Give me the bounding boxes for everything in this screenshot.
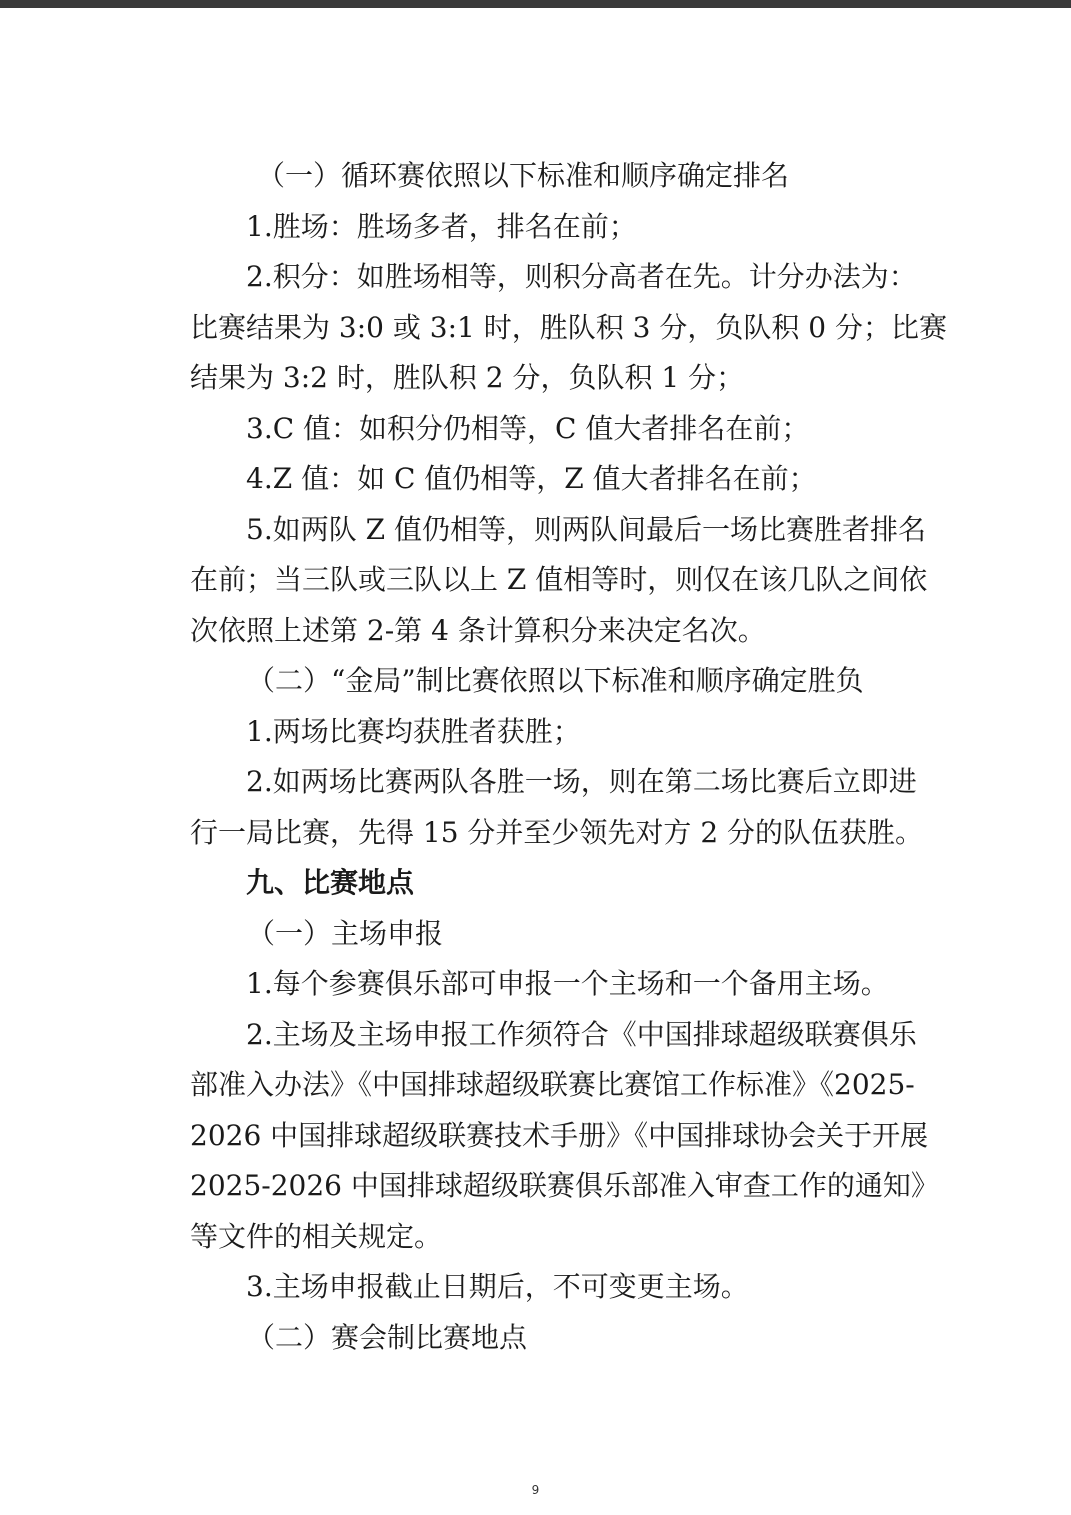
section-heading-3: （一）主场申报 (247, 917, 444, 950)
paragraph-line: 部准入办法》《中国排球超级联赛比赛馆工作标准》《2025- (190, 1068, 915, 1101)
paragraph-line: 3.主场申报截止日期后，不可变更主场。 (246, 1270, 749, 1303)
paragraph-line: 2025-2026 中国排球超级联赛俱乐部准入审查工作的通知》 (190, 1169, 939, 1202)
paragraph-line: 2.如两场比赛两队各胜一场，则在第二场比赛后立即进 (246, 765, 917, 798)
paragraph-line: 行一局比赛，先得 15 分并至少领先对方 2 分的队伍获胜。 (190, 816, 924, 849)
page-top-border (0, 0, 1071, 8)
page-number: 9 (531, 1483, 540, 1497)
section-heading-1: （一）循环赛依照以下标准和顺序确定排名 (257, 159, 790, 192)
paragraph-line: 等文件的相关规定。 (190, 1220, 443, 1253)
paragraph-line: 2.主场及主场申报工作须符合《中国排球超级联赛俱乐 (246, 1018, 917, 1051)
paragraph-line: 4.Z 值：如 C 值仍相等，Z 值大者排名在前； (246, 462, 817, 495)
paragraph-line: 1.每个参赛俱乐部可申报一个主场和一个备用主场。 (246, 967, 889, 1000)
section-heading-2: （二）“金局”制比赛依照以下标准和顺序确定胜负 (247, 664, 864, 697)
paragraph-line: 在前；当三队或三队以上 Z 值相等时，则仅在该几队之间依 (190, 563, 928, 596)
paragraph-line: 2026 中国排球超级联赛技术手册》《中国排球协会关于开展 (190, 1119, 929, 1152)
paragraph-line: 比赛结果为 3:0 或 3:1 时，胜队积 3 分，负队积 0 分；比赛 (190, 311, 947, 344)
paragraph-line: 5.如两队 Z 值仍相等，则两队间最后一场比赛胜者排名 (246, 513, 926, 546)
paragraph-line: 结果为 3:2 时，胜队积 2 分，负队积 1 分； (190, 361, 745, 394)
section-heading-4: （二）赛会制比赛地点 (247, 1321, 528, 1354)
chapter-heading: 九、比赛地点 (246, 866, 415, 899)
paragraph-line: 次依照上述第 2-第 4 条计算积分来决定名次。 (190, 614, 766, 647)
paragraph-line: 1.胜场：胜场多者，排名在前； (246, 210, 637, 243)
paragraph-line: 1.两场比赛均获胜者获胜； (246, 715, 581, 748)
paragraph-line: 2.积分：如胜场相等，则积分高者在先。计分办法为： (246, 260, 917, 293)
paragraph-line: 3.C 值：如积分仍相等，C 值大者排名在前； (246, 412, 810, 445)
